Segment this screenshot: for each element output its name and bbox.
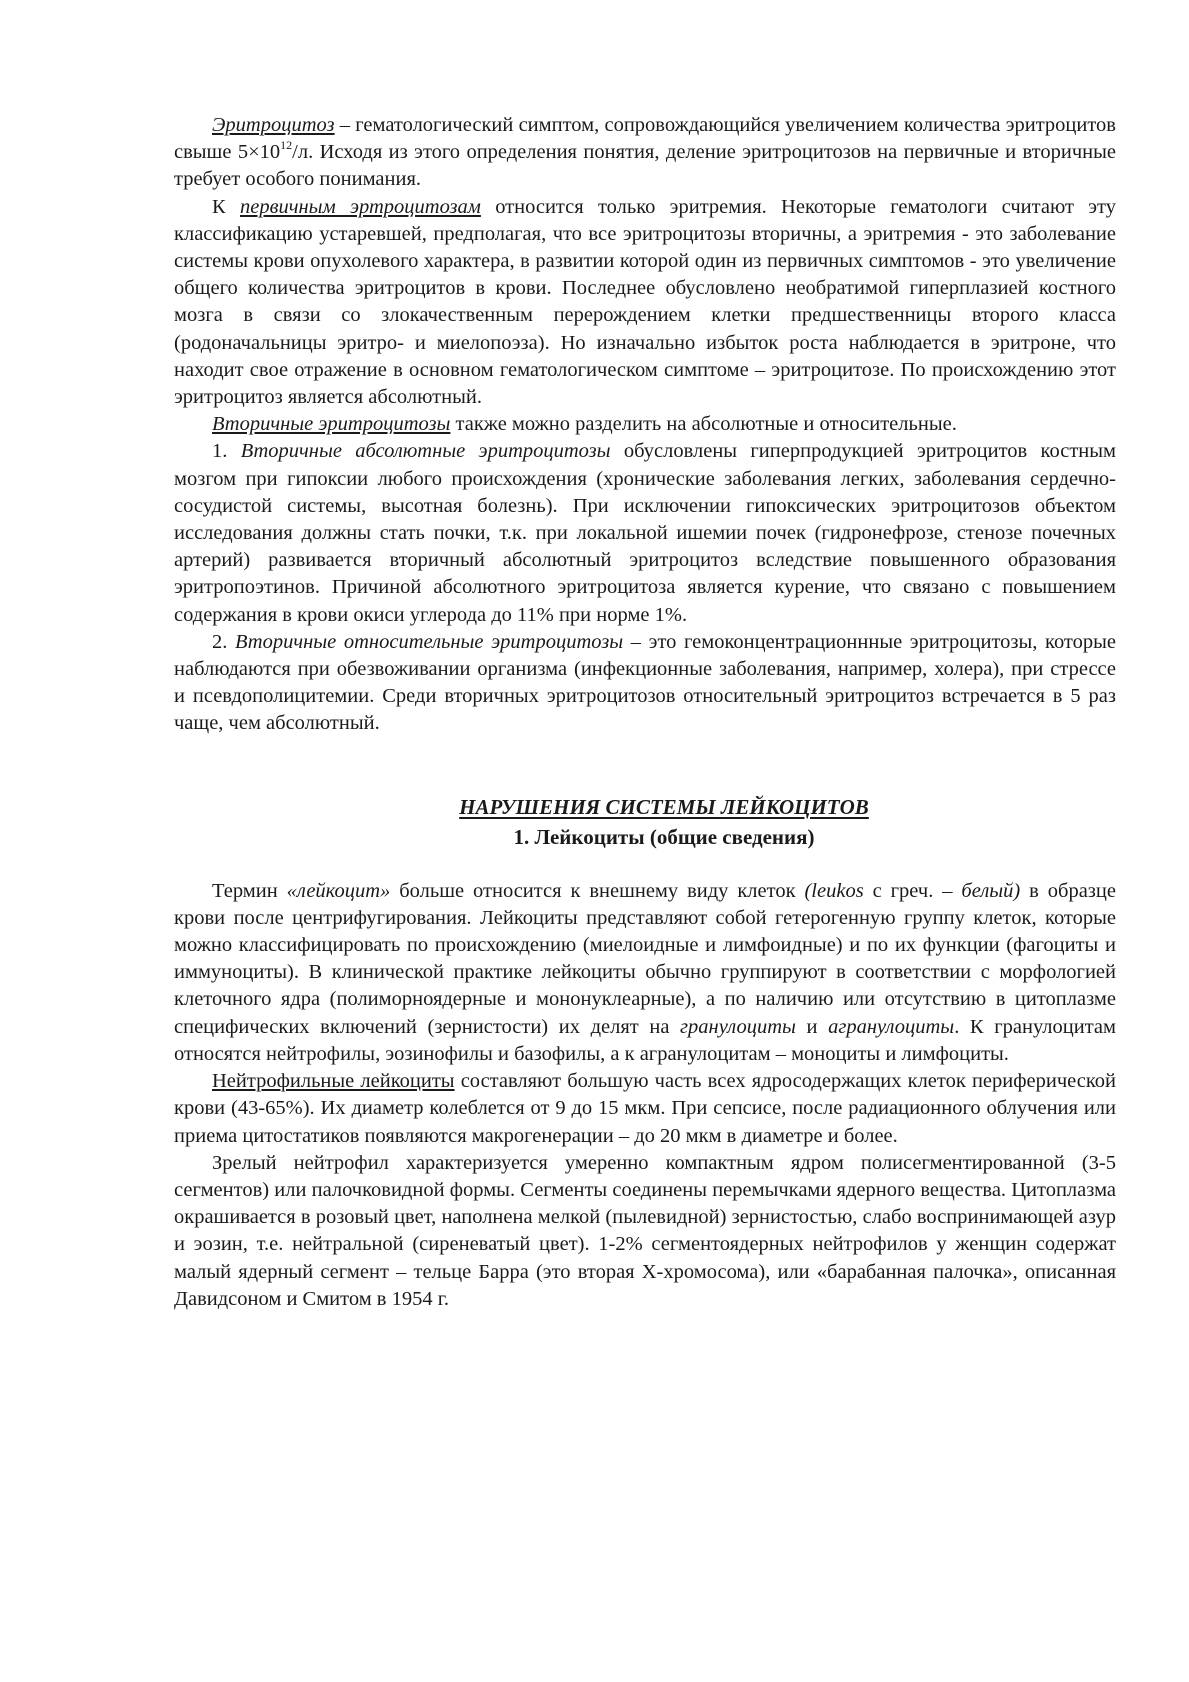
paragraph-text: К <box>212 195 240 218</box>
term-secondary-relative: Вторичные относительные эритроцитозы <box>235 630 624 653</box>
section-spacer <box>174 738 1116 792</box>
paragraph-text: . К гранулоцитам относятся нейтрофилы, эозинофилы и базофилы, а к агранулоцитам – моноциты и лимфоциты. <box>174 1015 1116 1065</box>
term-secondary-erythrocytosis: Вторичные эритроцитозы <box>212 413 451 436</box>
paragraph-text: в образце крови после центрифугирования. Лейкоциты представляют собой гетерогенную группу клеток, которые можно классифицировать по происхождению (миелоидные и лимфоидные) и по их функции (фагоциты и иммуноциты). В клинической практике лейкоциты обычно группируют в соответствии с морфологией клеточного ядра (полиморноядерные и мононуклеарные), а по наличию или отсутствию в цитоплазме специфических включений (зернистости) их делят на <box>174 879 1116 1038</box>
paragraph-text: /л. Исходя из этого определения понятия, деление эритроцитозов на первичные и вторичные требует особого понимания. <box>174 141 1116 191</box>
term-agranulocytes: агранулоциты <box>828 1015 955 1038</box>
section-title: НАРУШЕНИЯ СИСТЕМЫ ЛЕЙКОЦИТОВ <box>459 794 869 819</box>
term-secondary-absolute: Вторичные абсолютные эритроцитозы <box>240 440 611 463</box>
term-erythrocytosis: Эритроцитоз <box>212 114 335 136</box>
paragraph-leukocytes-general <box>174 878 1116 1068</box>
paragraph-text: обусловлены гиперпродукцией эритроцитов костным мозгом при гипоксии любого происхождения (хронические заболевания легких, заболевания сердечно-сосудистой системы, высотная болезнь). При исключении гипоксических эритроцитозов объектом исследования должны стать почки, т.к. при локальной ишемии почек (гидронефрозе, стенозе почечных артерий) развивается вторичный абсолютный эритроцитоз вследствие повышенного образования эритропоэтинов. Причиной абсолютного эритроцитоза является курение, что связано с повышением содержания в крови окиси углерода до 11% при норме 1%. <box>174 440 1116 626</box>
paragraph-neutrophils <box>174 1068 1116 1150</box>
paragraph-text: – это гемоконцентрационнные эритроцитозы, которые наблюдаются при обезвоживании организма (инфекционные заболевания, например, холера), при стрессе и псевдополицитемии. Среди вторичных эритроцитозов относительный эритроцитоз встречается в 5 раз чаще, чем абсолютный. <box>174 630 1116 735</box>
paragraph-text: Термин <box>212 879 287 902</box>
paragraph-erythrocytosis-definition <box>174 112 1116 194</box>
term-leukos: (leukos <box>804 879 864 902</box>
paragraph-mature-neutrophil: Зрелый нейтрофил характеризуется умеренно компактным ядром полисегментированной (3-5 сегментов) или палочковидной формы. Сегменты соединены перемычками ядерного вещества. Цитоплазма окрашивается в розовый цвет, наполнена мелкой (пылевидной) зернистостью, слабо воспринимающей азур и эозин, т.е. нейтральной (сиреневатый цвет). 1-2% сегментоядерных нейтрофилов у женщин содержат малый ядерный сегмент – тельце Барра (это вторая Х-хромосома), или «барабанная палочка», описанная Давидсоном и Смитом в 1954 г. <box>174 1151 1116 1310</box>
term-leukocyte: «лейкоцит» <box>286 879 391 902</box>
term-primary-erythrocytosis: первичным эртроцитозам <box>239 195 481 218</box>
term-white: – белый) <box>942 879 1021 902</box>
paragraph-text: составляют большую часть всех ядросодержащих клеток периферической крови (43-65%). Их диаметр колеблется от 9 до 15 мкм. При сепсисе, после радиационного облучения или приема цитостатиков появляются макрогенерации – до 20 мкм в диаметре и более. <box>174 1070 1116 1147</box>
term-granulocytes: гранулоциты <box>680 1015 796 1038</box>
paragraph-text: и <box>795 1015 829 1038</box>
paragraph-text: – гематологический симптом, сопровождающийся увеличением количества эритроцитов свыше 5×10 <box>174 114 1116 164</box>
paragraph-text: больше относится к внешнему виду клеток <box>390 879 805 902</box>
list-number: 2. <box>212 630 235 653</box>
paragraph-text: также можно разделить на абсолютные и относительные. <box>450 413 957 436</box>
paragraph-primary-erythrocytosis <box>174 194 1116 412</box>
paragraph-text: относится только эритремия. Некоторые гематологи считают эту классификацию устаревшей, предполагая, что все эритроцитозы вторичны, а эритремия - это заболевание системы крови опухолевого характера, в развитии которой один из первичных симптомов - это увеличение общего количества эритроцитов в крови. Последнее обусловлено необратимой гиперплазией костного мозга в связи со злокачественным перерождением клетки предшественницы второго класса (родоначальницы эритро- и миелопоэза). Но изначально избыток роста наблюдается в эритроне, что находит свое отражение в основном гематологическом симптоме – эритроцитозе. По происхождению этот эритроцитоз является абсолютный. <box>174 195 1116 409</box>
page-content <box>174 112 1116 1313</box>
subsection-spacer <box>174 852 1116 878</box>
list-number: 1. <box>212 440 241 463</box>
exponent: 12 <box>280 138 293 153</box>
paragraph-secondary-erythrocytosis <box>174 411 1116 438</box>
paragraph-secondary-relative <box>174 629 1116 738</box>
term-neutrophils: Нейтрофильные лейкоциты <box>212 1070 455 1093</box>
subsection-title: 1. Лейкоциты (общие сведения) <box>513 824 815 849</box>
paragraph-secondary-absolute <box>174 438 1116 628</box>
paragraph-text: с греч. <box>863 879 943 902</box>
